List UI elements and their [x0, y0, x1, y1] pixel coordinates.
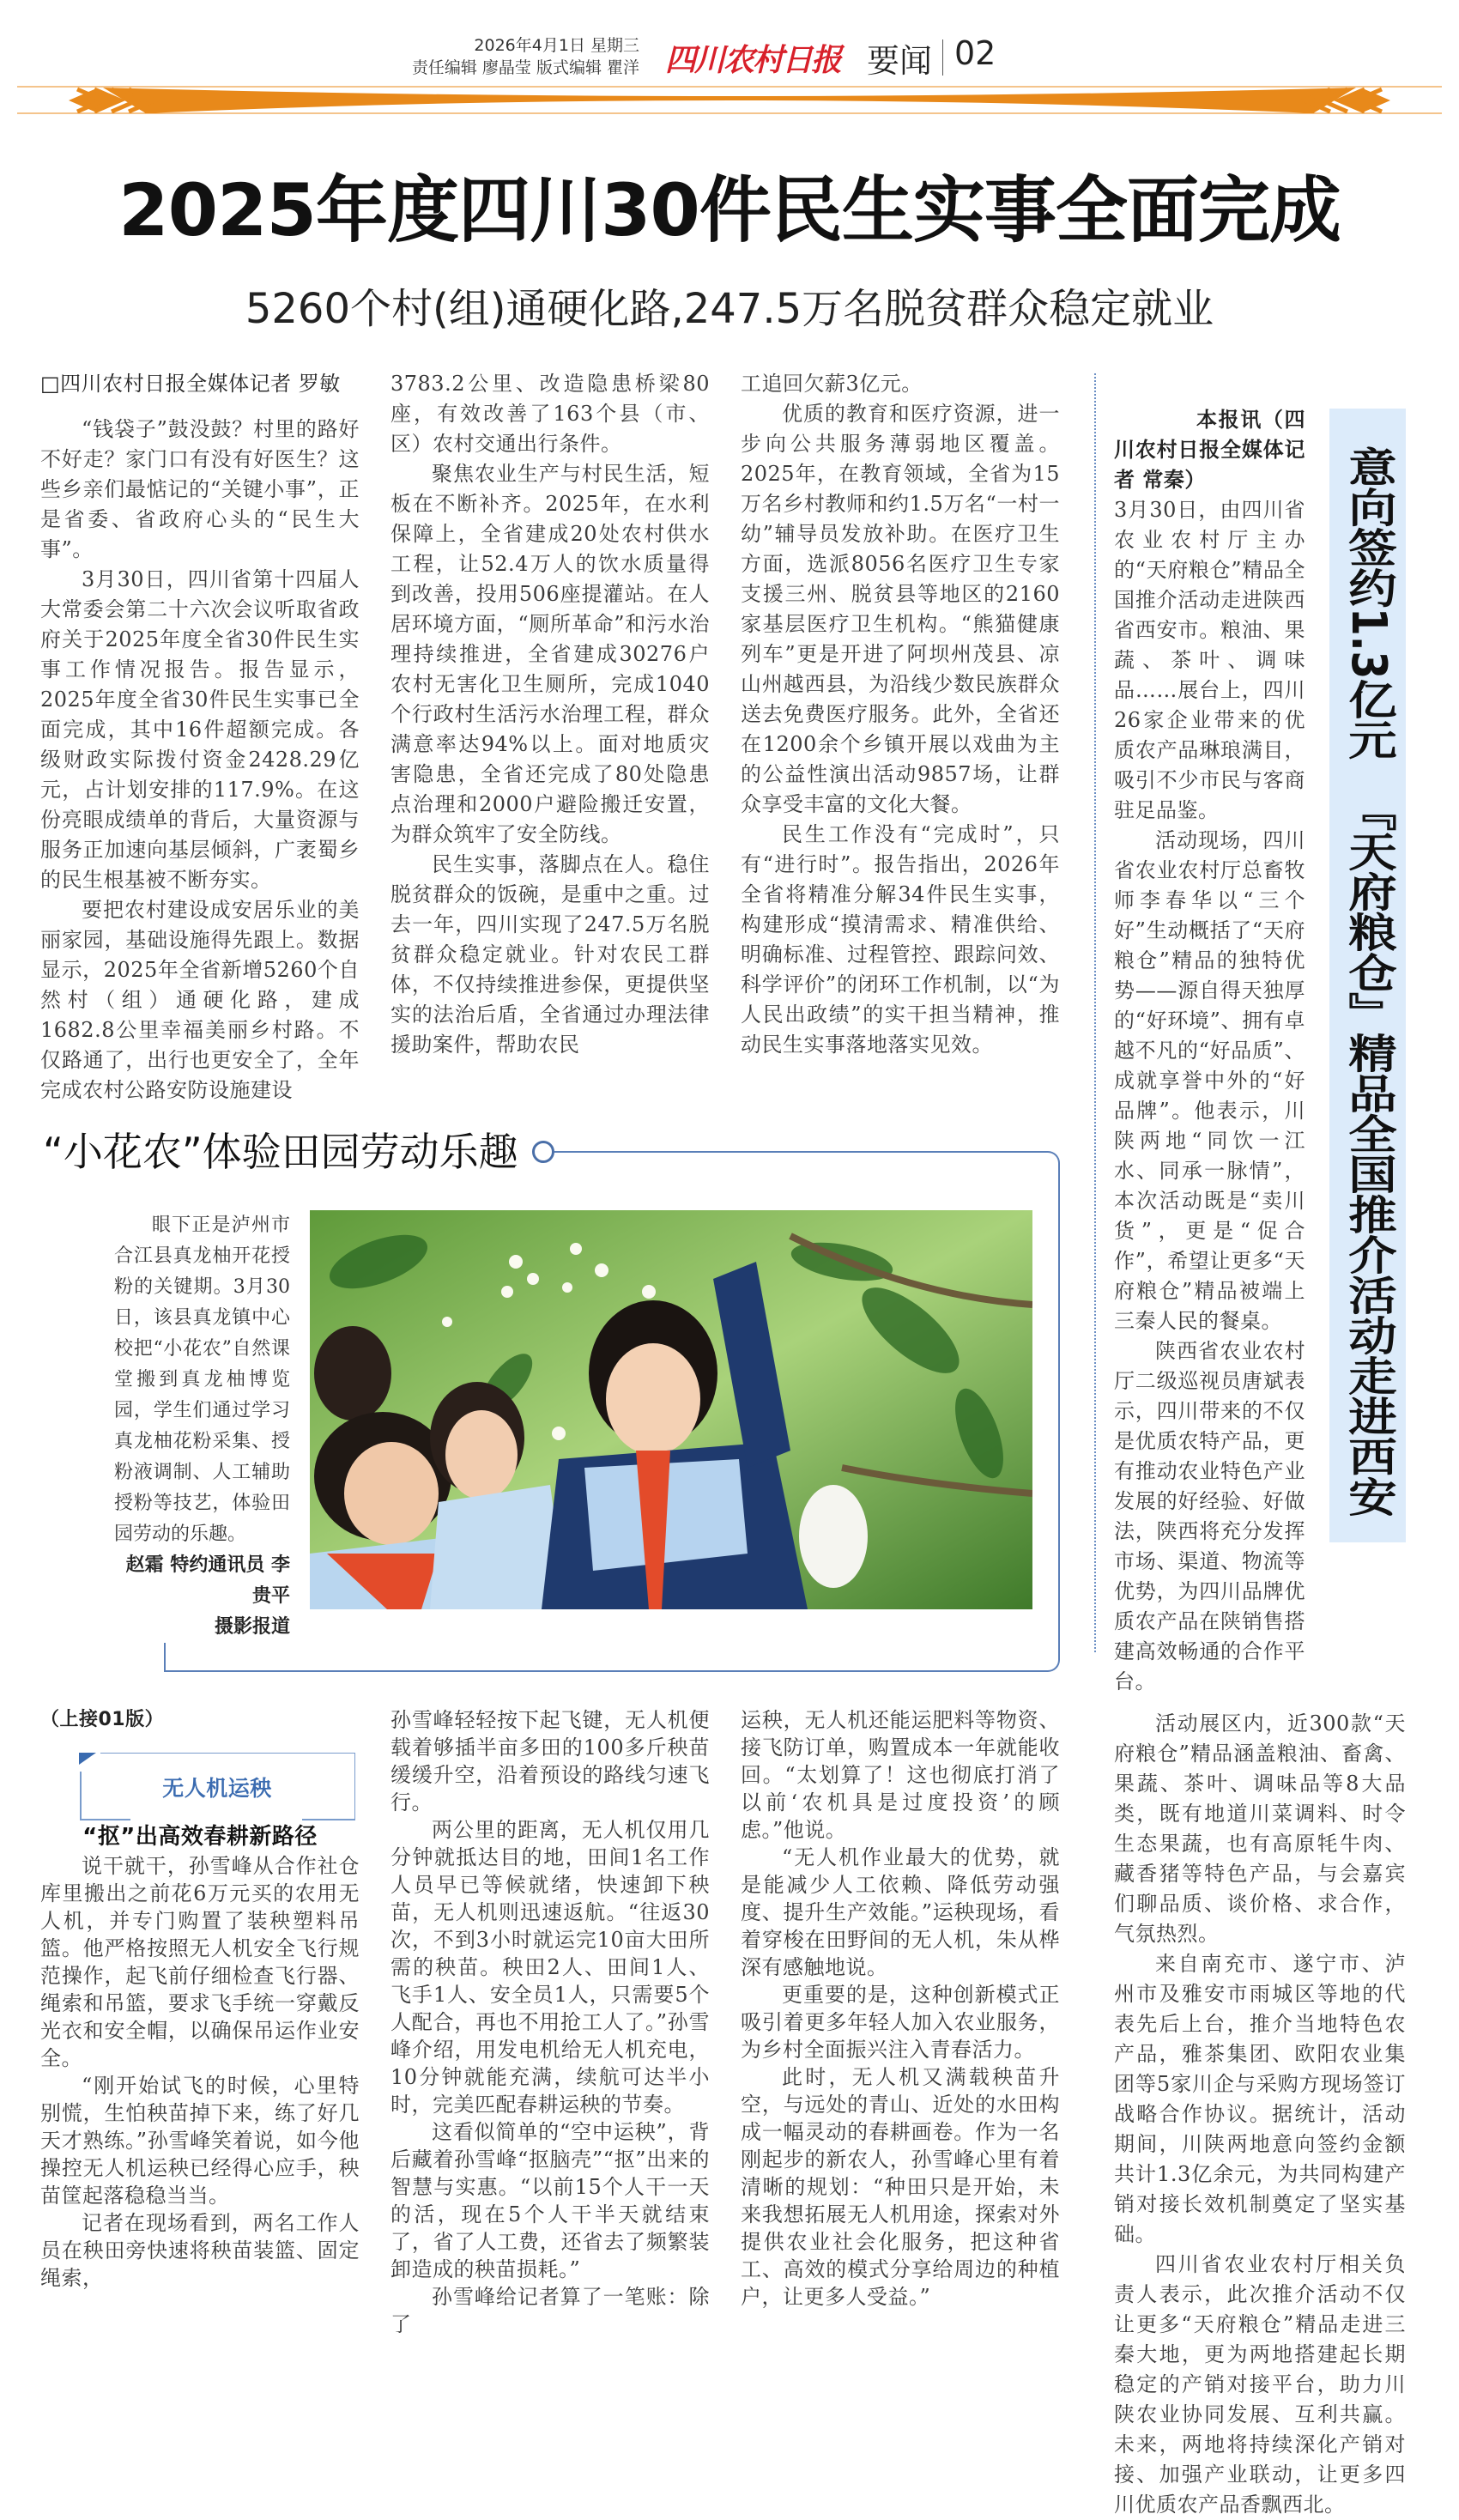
paragraph: 聚焦农业生产与村民生活，短板在不断补齐。2025年，在水利保障上，全省建成20处农村供水工程，让52.4万人的饮水质量得到改善，投用506座提灌站。在人居环境方面，“厕所革命”和污水治理持续推进，全省建成30276户农村无害化卫生厕所，完成1040个行政村生活污水治理工程，群众满意率达94%以上。面对地质灾害隐患，全省还完成了80处隐患点治理和2000户避险搬迁安置，为群众筑牢了安全防线。	[390, 462, 710, 846]
photo-caption	[114, 1210, 290, 1643]
paragraph: “刚开始试飞的时候，心里特别慌，生怕秧苗掉下来，练了好几天才熟练。”孙雪峰笑着说，如今他操控无人机运秧已经得心应手，秧苗筐起落稳稳当当。	[40, 2074, 360, 2208]
sidebar-article	[1114, 405, 1406, 2520]
lead-article-column-2	[390, 369, 710, 1060]
paragraph: 3月30日，由四川省农业农村厅主办的“天府粮仓”精品全国推介活动走进陕西省西安市。粮油、果蔬、茶叶、调味品……展台上，四川26家企业带来的优质农产品琳琅满目，吸引不少市民与客商驻足品鉴。	[1114, 498, 1305, 822]
page-divider	[942, 39, 943, 76]
headline: 2025年度四川30件民生实事全面完成	[118, 168, 1341, 252]
masthead-info	[412, 34, 639, 79]
paragraph: 民生工作没有“完成时”，只有“进行时”。报告指出，2026年全省将精准分解34件民生实事，构建形成“摸清需求、精准供给、明确标准、过程管控、跟踪问效、科学评价”的闭环工作机制，以“为人民出政绩”的实干担当精神，推动民生实事落地落实见效。	[741, 822, 1060, 1057]
byline: □四川农村日报全媒体记者 罗敏	[40, 372, 341, 396]
photo-feature	[40, 1126, 1060, 1672]
paragraph: 此时，无人机又满载秧苗升空，与远处的青山、近处的水田构成一幅灵动的春耕画卷。作为一名刚起步的新农人，孙雪峰心里有着清晰的规划：“种田只是开始，未来我想拓展无人机用途，探索对外提供农业社会化服务，把这种省工、高效的模式分享给周边的种植户，让更多人受益。”	[741, 2065, 1060, 2309]
deck-headline: “抠”出高效春耕新路径	[82, 1824, 318, 1850]
kicker: 无人机运秧	[162, 1776, 272, 1801]
continued-article-column-2	[390, 1706, 710, 2338]
page-number: 02	[954, 34, 996, 72]
paragraph: 两公里的距离，无人机仅用几分钟就抵达目的地，田间1名工作人员早已等候就绪，快速卸下秧苗，无人机则迅速返航。“往返30次，不到3小时就运完10亩大田所需的秧苗。秧田2人、田间1人、飞手1人、安全员1人，只需要5个人配合，再也不用抢工人了。”孙雪峰介绍，用发电机给无人机充电，10分钟就能充满，续航可达半小时，完美匹配春耕运秧的节奏。	[390, 1818, 710, 2117]
paragraph: 说干就干，孙雪峰从合作社仓库里搬出之前花6万元买的农用无人机，并专门购置了装秧塑料吊篮。他严格按照无人机安全飞行规范操作，起飞前仔细检查飞行器、绳索和吊篮，要求飞手统一穿戴反光衣和安全帽，以确保吊运作业安全。	[40, 1854, 360, 2070]
paragraph: 孙雪峰给记者算了一笔账：除了	[390, 2285, 710, 2336]
paragraph: 工追回欠薪3亿元。	[741, 372, 923, 396]
photo-feature-title: “小花农”体验田园劳动乐趣	[43, 1129, 518, 1175]
column-divider	[1094, 373, 1096, 1652]
continued-article	[40, 1706, 1060, 2338]
caption-text: 眼下正是泸州市合江县真龙柚开花授粉的关键期。3月30日，该县真龙镇中心校把“小花农”自然课堂搬到真龙柚博览园，学生们通过学习真龙柚花粉采集、授粉液调制、人工辅助授粉等技艺，体验田园劳动的乐趣。	[114, 1215, 290, 1545]
main-content	[40, 369, 1060, 2338]
continued-article-column-1	[40, 1706, 360, 2292]
wheat-banner-decoration	[0, 79, 1459, 122]
paragraph: 来自南充市、遂宁市、泸州市及雅安市雨城区等地的代表先后上台，推介当地特色农产品，雅茶集团、欧阳农业集团等5家川企与采购方现场签订战略合作协议。据统计，活动期间，川陕两地意向签约金额共计1.3亿余元，为共同构建产销对接长效机制奠定了坚实基础。	[1114, 1952, 1406, 2246]
paragraph: 活动展区内，近300款“天府粮仓”精品涵盖粮油、畜禽、果蔬、茶叶、调味品等8大品类，既有地道川菜调料、时令生态果蔬，也有高原牦牛肉、藏香猪等特色产品，与会嘉宾们聊品质、谈价格、求合作，气氛热烈。	[1114, 1711, 1406, 1946]
paragraph: 3783.2公里、改造隐患桥梁80座，有效改善了163个县（市、区）农村交通出行条件。	[390, 372, 710, 456]
paragraph: 活动现场，四川省农业农村厅总畜牧师李春华以“三个好”生动概括了“天府粮仓”精品的独特优势——源自得天独厚的“好环境”、拥有卓越不凡的“好品质”、成就享誉中外的“好品牌”。他表示，川陕两地“同饮一江水、同承一脉情”，本次活动既是“卖川货”，更是“促合作”，希望让更多“天府粮仓”精品被端上三秦人民的餐桌。	[1114, 828, 1305, 1333]
photo-credit: 赵霜 特约通讯员 李贵平	[125, 1554, 290, 1607]
paragraph: “无人机作业最大的优势，就是能减少人工依赖、降低劳动强度、提升生产效能。”运秧现场，看着穿梭在田野间的无人机，朱从桦深有感触地说。	[741, 1845, 1060, 1979]
paragraph: 3月30日，四川省第十四届人大常委会第二十六次会议听取省政府关于2025年度全省30件民生实事工作情况报告。报告显示，2025年度全省30件民生实事已全面完成，其中16件超额完成。各级财政实际拨付资金2428.29亿元，占计划安排的117.9%。在这份亮眼成绩单的背后，大量资源与服务正加速向基层倾斜，广袤蜀乡的民生根基被不断夯实。	[40, 567, 360, 892]
paragraph: 记者在现场看到，两名工作人员在秧田旁快速将秧苗装篮、固定绳索，	[40, 2211, 360, 2290]
paragraph: “钱袋子”鼓没鼓？村里的路好不好走？家门口有没有好医生？这些乡亲们最惦记的“关键小事”，正是省委、省政府心头的“民生大事”。	[40, 417, 360, 561]
lead-article-column-3	[741, 369, 1060, 1060]
sidebar-lead: 本报讯（四川农村日报全媒体记者 常秦）	[1114, 408, 1305, 492]
sidebar-upper	[1114, 405, 1406, 1697]
subheadline: 5260个村(组)通硬化路,247.5万名脱贫群众稳定就业	[245, 285, 1214, 333]
paragraph: 四川省农业农村厅相关负责人表示，此次推介活动不仅让更多“天府粮仓”精品走进三秦大地，更为两地搭建起长期稳定的产销对接平台，助力川陕农业协同发展、互利共赢。未来，两地将持续深化产销对接、加强产业联动，让更多四川优质农产品香飘西北。	[1114, 2252, 1406, 2517]
sidebar-headline-part-1: 意向签约1.3亿元	[1340, 446, 1397, 760]
sidebar-headline	[1337, 446, 1399, 1517]
paragraph: 要把农村建设成安居乐业的美丽家园，基础设施得先跟上。数据显示，2025年全省新增5260个自然村（组）通硬化路，建成1682.8公里幸福美丽乡村路。不仅路通了，出行也更安全了，全年完成农村公路安防设施建设	[40, 898, 360, 1102]
paragraph: 这看似简单的“空中运秧”，背后藏着孙雪峰“抠脑壳”“抠”出来的智慧与实惠。“以前15个人干一天的活，现在5个人干半天就结束了，省了人工费，还省去了频繁装卸造成的秧苗损耗。”	[390, 2120, 710, 2281]
sidebar-column-upper	[1114, 405, 1305, 1697]
sidebar-headline-part-2: 『天府粮仓』精品全国推介活动走进西安	[1340, 791, 1397, 1517]
paragraph: 运秧，无人机还能运肥料等物资、接飞防订单，购置成本一年就能收回。“太划算了！这也彻底打消了以前‘农机具是过度投资’的顾虑。”他说。	[741, 1708, 1060, 1842]
continued-from-label: （上接01版）	[40, 1709, 165, 1730]
newspaper-logo: 四川农村日报	[665, 42, 841, 78]
paragraph: 孙雪峰轻轻按下起飞键，无人机便载着够插半亩多田的100多斤秧苗缓缓升空，沿着预设的路线匀速飞行。	[390, 1708, 710, 1814]
sidebar-headline-box	[1329, 409, 1406, 1542]
lead-article	[40, 369, 1060, 1106]
continued-article-column-3	[741, 1706, 1060, 2311]
frame-circle-decoration	[532, 1141, 554, 1163]
sidebar-column-lower	[1114, 1709, 1406, 2520]
issue-date: 2026年4月1日 星期三	[474, 36, 639, 55]
paragraph: 民生实事，落脚点在人。稳住脱贫群众的饭碗，是重中之重。过去一年，四川实现了247.5万名脱贫群众稳定就业。针对农民工群体，不仅持续推进参保，更提供坚实的法治后盾，全省通过办理法律援助案件，帮助农民	[390, 852, 710, 1057]
kicker-box	[79, 1753, 355, 1821]
paragraph: 更重要的是，这种创新模式正吸引着更多年轻人加入农业服务，为乡村全面振兴注入青春活力。	[741, 1983, 1060, 2062]
paragraph: 优质的教育和医疗资源，进一步向公共服务薄弱地区覆盖。2025年，在教育领域，全省为15万名乡村教师和约1.5万名“一村一幼”辅导员发放补助。在医疗卫生方面，选派8056名医疗卫生专家支援三州、脱贫县等地区的2160家基层医疗卫生机构。“熊猫健康列车”更是开进了阿坝州茂县、凉山州越西县，为沿线少数民族群众送去免费医疗服务。此外，全省还在1200余个乡镇开展以戏曲为主的公益性演出活动9857场，让群众享受丰富的文化大餐。	[741, 402, 1060, 816]
section-name: 要闻	[867, 42, 933, 80]
photo-feature-body	[40, 1210, 1060, 1643]
photo-children-pollinating-flowers	[310, 1210, 1032, 1609]
lead-article-column-1	[40, 369, 360, 1106]
paragraph: 陕西省农业农村厅二级巡视员唐斌表示，四川带来的不仅是优质农特产品，更有推动农业特色产业发展的好经验、好做法，陕西将充分发挥市场、渠道、物流等优势，为四川品牌优质农产品在陕销售搭建高效畅通的合作平台。	[1114, 1339, 1305, 1693]
editors-credit: 责任编辑 廖晶莹 版式编辑 瞿洋	[411, 58, 639, 77]
photo-credit: 摄影报道	[214, 1616, 290, 1638]
photo-feature-header	[40, 1126, 554, 1178]
